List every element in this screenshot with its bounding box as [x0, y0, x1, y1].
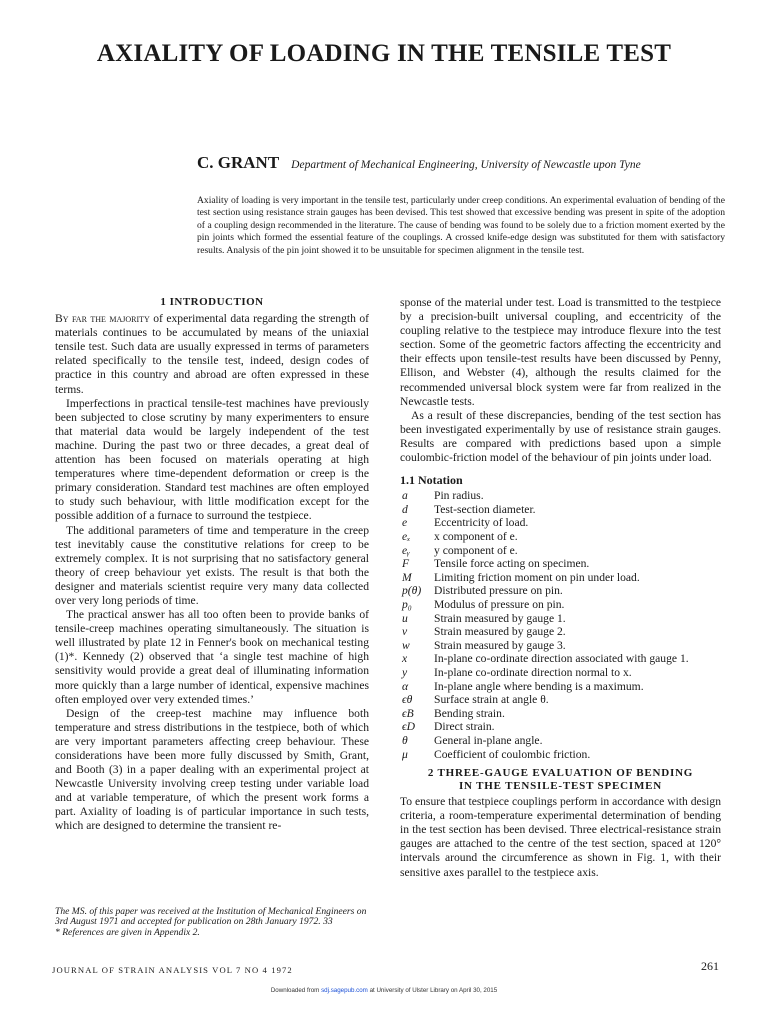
- author-name: C. GRANT: [197, 153, 280, 172]
- notation-row: [400, 734, 721, 748]
- intro-paragraph-5: Design of the creep-test machine may influence both temperature and stress distributions in the testpiece, both of which are very important parameters affecting creep behaviour. These considerations have been more fully discussed by Smith, Grant, and Booth (3) in a paper dealing with an experimental project at Newcastle University involving creep testing under variable load and at variable temperature, of which the present work forms a part. Axiality of loading is of particular importance in such tests, which are designed to determine the transient re-: [55, 706, 369, 833]
- intro-paragraph-1-text: of experimental data regarding the strength of materials continues to be accumulated by means of the uniaxial tensile test. Such data are usually expressed in terms of parameters related specifically to the tensile test, indeed, design codes of practice in this country and abroad are often expressed in these terms.: [55, 312, 369, 396]
- notation-row: [400, 489, 721, 503]
- notation-row: [400, 544, 721, 558]
- notation-symbol: v: [402, 625, 408, 639]
- notation-definition: In-plane co-ordinate direction normal to x.: [434, 665, 632, 679]
- notation-symbol: α: [402, 679, 409, 693]
- notation-row: [400, 720, 721, 734]
- notation-row: [400, 693, 721, 707]
- notation-symbol: y: [402, 665, 408, 679]
- notation-symbol: eₓ: [402, 530, 411, 543]
- notation-row: [400, 680, 721, 694]
- notation-symbol: a: [402, 489, 408, 503]
- notation-row: [400, 571, 721, 585]
- intro-paragraph-4: The practical answer has all too often been to provide banks of tensile-creep machines operating simultaneously. The situation is well illustrated by plate 12 in Fenner's book on mechanical testing (1)*. Kennedy (2) observed that ‘a single test machine of high sensitivity would provide a great deal of illuminating information more quickly than a large number of identical, expensive machines often employed over very extended times.’: [55, 608, 369, 706]
- notation-definition: Coefficient of coulombic friction.: [434, 747, 591, 761]
- notation-row: [400, 707, 721, 721]
- author-affiliation: Department of Mechanical Engineering, University of Newcastle upon Tyne: [291, 159, 641, 171]
- notation-definition: General in-plane angle.: [434, 733, 543, 747]
- footnote-ref-number: 33: [323, 916, 333, 928]
- journal-footer: JOURNAL OF STRAIN ANALYSIS VOL 7 NO 4 1972: [52, 965, 293, 975]
- notation-heading: 1.1 Notation: [400, 473, 463, 488]
- paper-title: AXIALITY OF LOADING IN THE TENSILE TEST: [96, 40, 672, 67]
- download-notice: [0, 987, 768, 994]
- notation-symbol: u: [402, 611, 408, 625]
- notation-symbol: ϵθ: [402, 693, 413, 707]
- notation-row: [400, 530, 721, 544]
- section-2-heading-line-2: IN THE TENSILE-TEST SPECIMEN: [458, 780, 663, 793]
- notation-definition: Bending strain.: [434, 706, 505, 720]
- section-2-paragraph-1: To ensure that testpiece couplings perform in accordance with design criteria, a room-temperature experimental determination of bending in the test section has been devised. Three electrical-resistance strain gauges are attached to the centre of the test section, spaced at 120° intervals around the circumference as shown in Fig. 1, with their sensitive axes parallel to the testpiece axis.: [400, 795, 721, 879]
- left-column: [55, 295, 369, 834]
- notation-row: [400, 516, 721, 530]
- notation-definition: y component of e.: [434, 543, 518, 557]
- notation-symbol: x: [402, 652, 408, 666]
- page-number: 261: [701, 959, 719, 973]
- notation-symbol: ϵB: [402, 706, 414, 720]
- lead-in: By far the majority: [55, 312, 150, 326]
- notation-row: [400, 748, 721, 762]
- notation-symbol: μ: [402, 747, 408, 761]
- section-2-heading: [400, 767, 721, 793]
- author-line: [197, 153, 641, 173]
- right-column: [400, 296, 721, 880]
- notation-symbol: M: [402, 570, 412, 584]
- abstract: Axiality of loading is very important in the tensile test, particularly under creep conditions. An experimental evaluation of bending of the test section using resistance strain gauges has been devised. This test showed that excessive bending was present in spite of the adoption of a coupling design recommended in the literature. The cause of bending was found to be solely due to a friction moment exerted by the pin joints which formed the essential feature of the couplings. A crossed knife-edge design was substituted for them with satisfactory results. Analysis of the pin joint showed it to be unsuitable for specimen alignment in the tensile test.: [197, 195, 725, 256]
- intro-paragraph-1: [55, 312, 369, 397]
- notation-symbol: w: [402, 638, 410, 652]
- footnote: [55, 907, 371, 938]
- intro-paragraph-2: Imperfections in practical tensile-test machines have previously been subjected to close scrutiny by many experimenters to ensure that material data would be largely independent of the test machine. During the past two or three decades, a great deal of attention has been focused on materials operating at high temperatures where time-dependent deformation or creep is the primary consideration. Standard test machines are often employed to study such behaviour, with little modification except for the possible addition of a furnace to surround the testpiece.: [55, 396, 369, 523]
- notation-row: [400, 666, 721, 680]
- notation-symbol: p₀: [402, 597, 412, 611]
- notation-row: [400, 652, 721, 666]
- download-suffix: at University of Ulster Library on April 30, 2015: [367, 987, 498, 994]
- notation-definition: Eccentricity of load.: [434, 516, 529, 530]
- notation-definition: Strain measured by gauge 3.: [434, 638, 566, 652]
- section-1-heading: 1 INTRODUCTION: [160, 296, 264, 308]
- notation-definition: Test-section diameter.: [434, 502, 536, 516]
- section-2-heading-line-1: 2 THREE-GAUGE EVALUATION OF BENDING: [427, 767, 694, 780]
- notation-definition: x component of e.: [434, 530, 518, 543]
- footnote-received: [55, 907, 371, 928]
- notation-row: [400, 639, 721, 653]
- notation-definition: Pin radius.: [434, 489, 484, 503]
- download-prefix: Downloaded from: [270, 987, 322, 994]
- notation-symbol: d: [402, 502, 408, 516]
- notation-row: [400, 557, 721, 571]
- footnote-received-text: The MS. of this paper was received at the Institution of Mechanical Engineers on 3rd August 1971 and accepted for publication on 28th January 1972.: [55, 906, 367, 928]
- footnote-references: * References are given in Appendix 2.: [55, 926, 200, 938]
- notation-definition: In-plane angle where bending is a maximum.: [434, 679, 644, 693]
- notation-definition: Strain measured by gauge 1.: [434, 611, 566, 625]
- notation-definition: Modulus of pressure on pin.: [434, 597, 565, 611]
- notation-symbol: eᵧ: [402, 543, 410, 557]
- notation-definition: In-plane co-ordinate direction associated with gauge 1.: [434, 652, 689, 666]
- notation-definition: Distributed pressure on pin.: [434, 584, 563, 598]
- intro-paragraph-3: The additional parameters of time and temperature in the creep test inevitably cause the constitutive relations for creep to be extremely complex. It is not surprising that no satisfactory general theory of creep behaviour yet exists. The result is that both the designer and materials scientist require very many data collected over very long periods of time.: [55, 523, 369, 607]
- right-paragraph-1: sponse of the material under test. Load is transmitted to the testpiece by a precision-built universal coupling, and eccentricity of the coupling relative to the testpiece may introduce flexure into the test section. Some of the geometric factors affecting the eccentricity and their effects upon tensile-test results have been discussed by Penny, Ellison, and Webster (4), although the results claimed for the recommended universal block system were far from realized in the Newcastle tests.: [400, 296, 721, 408]
- notation-symbol: e: [402, 516, 408, 530]
- notation-definition: Limiting friction moment on pin under load.: [434, 570, 640, 584]
- notation-definition: Surface strain at angle θ.: [434, 693, 549, 707]
- notation-row: [400, 598, 721, 612]
- notation-symbol: ϵD: [402, 720, 416, 734]
- notation-row: [400, 612, 721, 626]
- notation-symbol: p(θ): [402, 584, 422, 598]
- notation-symbol: θ: [402, 733, 408, 747]
- notation-symbol: F: [402, 557, 410, 571]
- download-link[interactable]: sdj.sagepub.com: [321, 987, 368, 994]
- notation-definition: Tensile force acting on specimen.: [434, 557, 590, 571]
- notation-definition: Direct strain.: [434, 720, 495, 734]
- notation-row: [400, 625, 721, 639]
- right-paragraph-2: As a result of these discrepancies, bending of the test section has been investigated experimentally by use of resistance strain gauges. Results are compared with predictions based upon a simple coulombic-friction model of the behaviour of pin joints under load.: [400, 408, 721, 465]
- notation-definition: Strain measured by gauge 2.: [434, 625, 566, 639]
- notation-row: [400, 503, 721, 517]
- notation-row: [400, 584, 721, 598]
- notation-list: [400, 489, 721, 761]
